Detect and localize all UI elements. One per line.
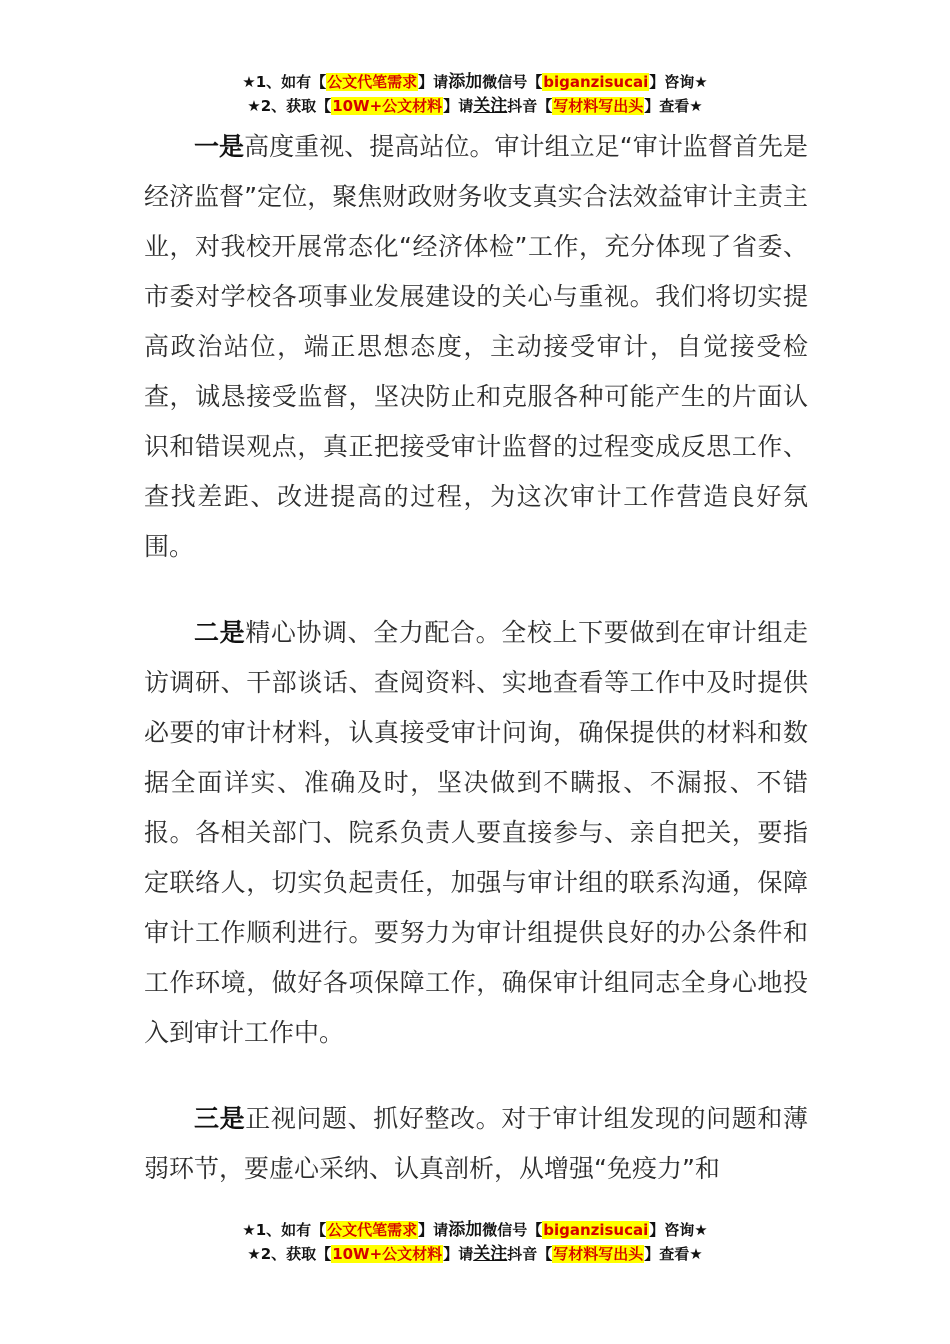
banner-text: 】咨询★ [649,73,708,91]
header-banner [0,70,950,118]
paragraph-lead: 三是 [194,1104,246,1133]
banner-highlight: 10W+公文材料 [332,1245,443,1263]
banner-highlight: 写材料写出头 [553,97,644,115]
paragraph-2 [144,608,808,1058]
banner-line-2 [0,1242,950,1266]
banner-emphasis: 添加 [448,72,483,92]
banner-highlight: 公文代笔需求 [327,73,418,91]
banner-line-2 [0,94,950,118]
document-body [144,122,808,1194]
footer-banner [0,1218,950,1266]
paragraph-text: 正视问题、抓好整改。对于审计组发现的问题和薄弱环节，要虚心采纳、认真剖析，从增强“免疫力”和 [144,1104,808,1183]
banner-text: 】咨询★ [649,1221,708,1239]
banner-line-1 [0,1218,950,1242]
banner-text: 】请 [443,1245,474,1263]
banner-text: 】查看★ [644,97,703,115]
banner-text: ★2、获取【 [247,1245,332,1263]
paragraph-1 [144,122,808,572]
paragraph-text: 高度重视、提高站位。审计组立足“审计监督首先是经济监督”定位，聚焦财政财务收支真实合法效益审计主责主业，对我校开展常态化“经济体检”工作，充分体现了省委、市委对学校各项事业发展建设的关心与重视。我们将切实提高政治站位，端正思想态度，主动接受审计，自觉接受检查，诚恳接受监督，坚决防止和克服各种可能产生的片面认识和错误观点，真正把接受审计监督的过程变成反思工作、查找差距、改进提高的过程，为这次审计工作营造良好氛围。 [144,132,808,561]
banner-highlight: biganzisucai [543,73,649,91]
banner-text: 】查看★ [644,1245,703,1263]
banner-text: 】请 [418,1221,449,1239]
banner-line-1 [0,70,950,94]
banner-text: ★2、获取【 [247,97,332,115]
paragraph-lead: 二是 [194,618,246,647]
paragraph-text: 精心协调、全力配合。全校上下要做到在审计组走访调研、干部谈话、查阅资料、实地查看等工作中及时提供必要的审计材料，认真接受审计问询，确保提供的材料和数据全面详实、准确及时，坚决做到不瞒报、不漏报、不错报。各相关部门、院系负责人要直接参与、亲自把关，要指定联络人，切实负起责任，加强与审计组的联系沟通，保障审计工作顺利进行。要努力为审计组提供良好的办公条件和工作环境，做好各项保障工作，确保审计组同志全身心地投入到审计工作中。 [144,618,808,1047]
banner-text: ★1、如有【 [242,73,327,91]
banner-text: 微信号【 [482,73,543,91]
paragraph-lead: 一是 [194,132,245,161]
banner-text: 抖音【 [507,97,553,115]
banner-emphasis: 关注 [473,96,508,116]
banner-text: 抖音【 [507,1245,553,1263]
banner-text: 】请 [418,73,449,91]
banner-emphasis: 关注 [473,1244,508,1264]
paragraph-3 [144,1094,808,1194]
banner-emphasis: 添加 [448,1220,483,1240]
banner-highlight: 10W+公文材料 [332,97,443,115]
banner-highlight: 公文代笔需求 [327,1221,418,1239]
banner-text: 】请 [443,97,474,115]
banner-text: ★1、如有【 [242,1221,327,1239]
banner-highlight: biganzisucai [543,1221,649,1239]
banner-highlight: 写材料写出头 [553,1245,644,1263]
banner-text: 微信号【 [482,1221,543,1239]
